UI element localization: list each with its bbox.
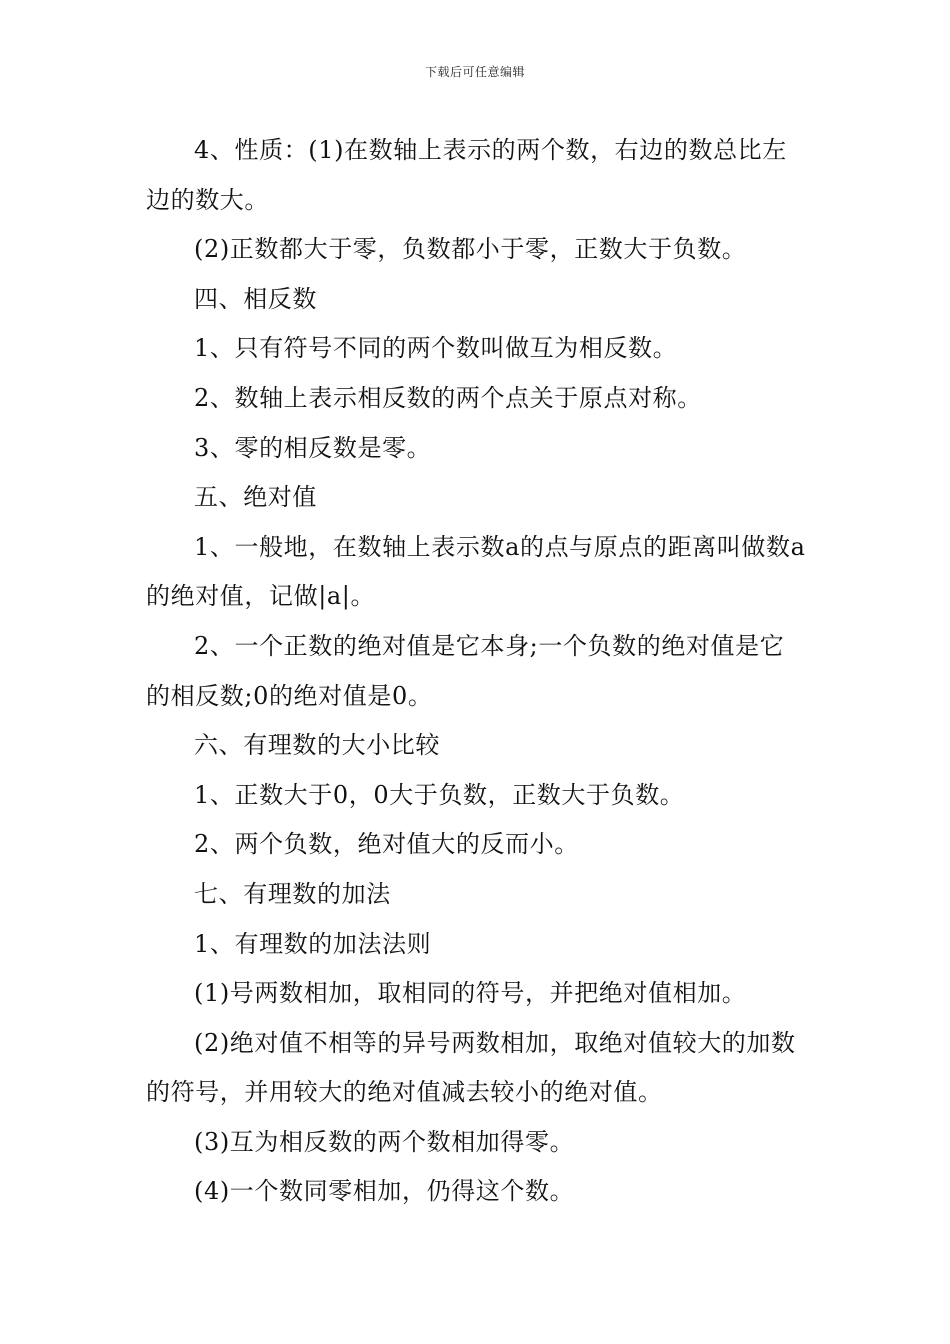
section-heading-opposite-numbers: 四、相反数 [194,284,317,313]
paragraph-absolute-1: 1、一般地，在数轴上表示数a的点与原点的距离叫做数a的绝对值，记做|a|。 [146,532,806,611]
paragraph-comparison-1: 1、正数大于0，0大于负数，正数大于负数。 [194,780,685,809]
paragraph-property-2: (2)正数都大于零，负数都小于零，正数大于负数。 [194,235,747,264]
paragraph-addition-rule: 1、有理数的加法法则 [194,929,432,958]
paragraph-addition-1: (1)号两数相加，取相同的符号，并把绝对值相加。 [194,979,747,1008]
document-body [146,126,808,1217]
paragraph-property: 4、性质：(1)在数轴上表示的两个数，右边的数总比左边的数大。 [146,136,787,214]
paragraph-absolute-2: 2、一个正数的绝对值是它本身;一个负数的绝对值是它的相反数;0的绝对值是0。 [146,631,785,710]
section-heading-comparison: 六、有理数的大小比较 [194,731,440,760]
page-header: 下载后可任意编辑 [424,65,525,79]
section-heading-absolute-value: 五、绝对值 [194,483,317,512]
paragraph-opposite-3: 3、零的相反数是零。 [194,433,432,462]
paragraph-opposite-1: 1、只有符号不同的两个数叫做互为相反数。 [194,334,678,363]
paragraph-addition-2: (2)绝对值不相等的异号两数相加，取绝对值较大的加数的符号，并用较大的绝对值减去较小的绝对值。 [146,1028,796,1107]
paragraph-opposite-2: 2、数轴上表示相反数的两个点关于原点对称。 [194,383,702,412]
paragraph-addition-3: (3)互为相反数的两个数相加得零。 [194,1127,575,1156]
paragraph-addition-4: (4)一个数同零相加，仍得这个数。 [194,1177,575,1206]
section-heading-addition: 七、有理数的加法 [194,879,391,908]
paragraph-comparison-2: 2、两个负数，绝对值大的反而小。 [194,830,579,859]
